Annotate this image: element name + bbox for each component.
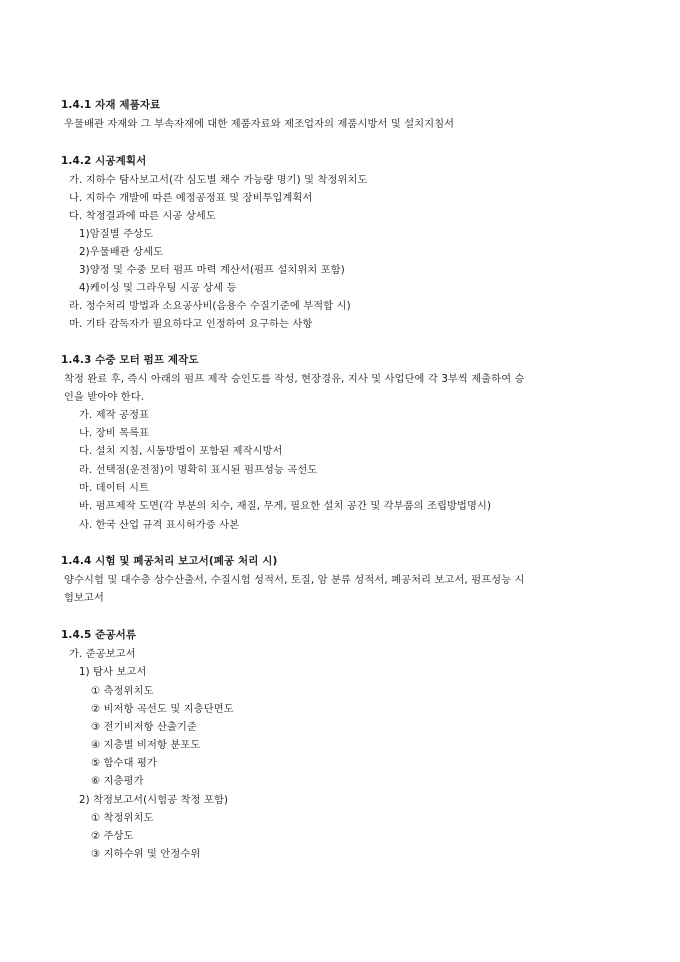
numbered-item: ① 측정위치도 (91, 686, 154, 697)
sub-list-item: 4)케이싱 및 그라우팅 시공 상세 등 (79, 283, 237, 294)
section-body-line: 험보고서 (64, 593, 104, 604)
numbered-item: ① 착정위치도 (91, 813, 154, 824)
list-item: 가. 지하수 탐사보고서(각 심도별 채수 가능량 명기) 및 착정위치도 (69, 175, 368, 186)
section-heading-1-4-4: 1.4.4 시험 및 폐공처리 보고서(폐공 처리 시) (61, 555, 278, 567)
section-body-line: 인을 받아야 한다. (64, 392, 145, 403)
list-item: 마. 기타 감독자가 필요하다고 인정하여 요구하는 사항 (69, 319, 313, 330)
list-item: 마. 데이터 시트 (79, 483, 150, 494)
sub-list-item: 2) 착정보고서(시험공 착정 포함) (79, 795, 229, 806)
list-item: 가. 제작 공정표 (79, 410, 150, 421)
list-item: 나. 장비 목록표 (79, 428, 150, 439)
section-body-1-4-1: 우물배관 자재와 그 부속자재에 대한 제품자료와 제조업자의 제품시방서 및 설치지침서 (64, 119, 455, 130)
list-item: 나. 지하수 개발에 따른 예정공정표 및 장비투입계획서 (69, 193, 313, 204)
section-heading-1-4-2: 1.4.2 시공계획서 (61, 155, 147, 167)
list-item: 다. 착정결과에 따른 시공 상세도 (69, 211, 216, 222)
numbered-item: ② 비저항 곡선도 및 지층단면도 (91, 704, 234, 715)
list-item: 가. 준공보고서 (69, 649, 136, 660)
list-item: 다. 설치 지침, 시동방법이 포함된 제작시방서 (79, 446, 283, 457)
sub-list-item: 1)암질별 주상도 (79, 229, 154, 240)
numbered-item: ⑥ 지층평가 (91, 776, 144, 787)
numbered-item: ⑤ 함수대 평가 (91, 758, 158, 769)
numbered-item: ③ 지하수위 및 안정수위 (91, 849, 201, 860)
numbered-item: ③ 전기비저항 산출기준 (91, 722, 197, 733)
list-item: 라. 정수처리 방법과 소요공사비(음용수 수질기준에 부적합 시) (69, 301, 351, 312)
section-body-line: 양수시험 및 대수층 상수산출서, 수질시험 성적서, 토질, 암 분류 성적서, 폐공처리 보고서, 펌프성능 시 (64, 575, 525, 586)
section-body-line: 착정 완료 후, 즉시 아래의 펌프 제작 승인도를 작성, 현장경유, 지사 및 사업단에 각 3부씩 제출하여 승 (64, 374, 525, 385)
numbered-item: ④ 지층별 비저항 분포도 (91, 740, 201, 751)
list-item: 바. 펌프제작 도면(각 부분의 치수, 재질, 무게, 필요한 설치 공간 및 각부품의 조립방법명시) (79, 501, 492, 512)
sub-list-item: 1) 탐사 보고서 (79, 667, 147, 678)
numbered-item: ② 주상도 (91, 831, 134, 842)
section-heading-1-4-3: 1.4.3 수중 모터 펌프 제작도 (61, 354, 199, 366)
sub-list-item: 3)양정 및 수중 모터 펌프 마력 계산서(펌프 설치위치 포함) (79, 265, 345, 276)
section-heading-1-4-1: 1.4.1 자재 제품자료 (61, 99, 161, 111)
sub-list-item: 2)우물배관 상세도 (79, 247, 164, 258)
list-item: 사. 한국 산업 규격 표시허가증 사본 (79, 520, 240, 531)
section-heading-1-4-5: 1.4.5 준공서류 (61, 629, 137, 641)
list-item: 라. 선택점(운전점)이 명확히 표시된 펌프성능 곡선도 (79, 465, 318, 476)
